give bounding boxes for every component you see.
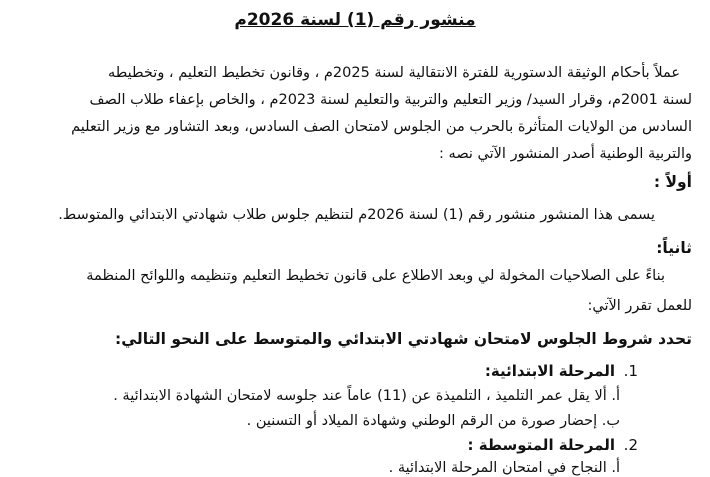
second-line-2: للعمل تقرر الآتي:: [587, 298, 692, 314]
second-line-1: بناءً على الصلاحيات المخولة لي وبعد الاطلاع على قانون تخطيط التعليم وتنظيمه واللوائح المنظمة: [86, 268, 665, 284]
intro-line-2: لسنة 2001م، وقرار السيد/ وزير التعليم والتربية والتعليم لسنة 2023م ، والخاص بإعفاء طلاب الصف: [89, 92, 692, 108]
stage-2-label: المرحلة المتوسطة :: [467, 436, 615, 454]
stage-1-label: المرحلة الابتدائية:: [484, 362, 615, 380]
first-text: يسمى هذا المنشور منشور رقم (1) لسنة 2026م لتنظيم جلوس طلاب شهادتي الابتدائي والمتوسط.: [58, 207, 655, 223]
first-heading: أولاً :: [653, 173, 692, 191]
intro-line-1: عملاً بأحكام الوثيقة الدستورية للفترة الانتقالية لسنة 2025م ، وقانون تخطيط التعليم ، وتخطيطه: [107, 65, 680, 81]
second-heading: ثانياً:: [656, 239, 692, 257]
stage-2-item-a: أ. النجاح في امتحان المرحلة الابتدائية .: [388, 460, 620, 476]
stage-1-number: 1.: [623, 362, 638, 380]
stage-1-item-a: أ. ألا يقل عمر التلميذ ، التلميذة عن (11) عاماً عند جلوسه لامتحان الشهادة الابتدائية .: [113, 388, 620, 404]
stage-2-number: 2.: [623, 436, 638, 454]
document-title: [0, 10, 710, 30]
stage-1-item-b: ب. إحضار صورة من الرقم الوطني وشهادة الميلاد أو التسنين .: [246, 413, 620, 429]
conditions-heading: تحدد شروط الجلوس لامتحان شهادتي الابتدائي والمتوسط على النحو التالي:: [115, 330, 692, 348]
intro-line-4: والتربية الوطنية أصدر المنشور الآتي نصه :: [439, 146, 692, 162]
document-title-text: منشور رقم (1) لسنة 2026م: [234, 10, 476, 30]
intro-line-3: السادس من الولايات المتأثرة بالحرب من الجلوس لامتحان الصف السادس، وبعد التشاور مع وزير التعليم: [71, 119, 692, 135]
